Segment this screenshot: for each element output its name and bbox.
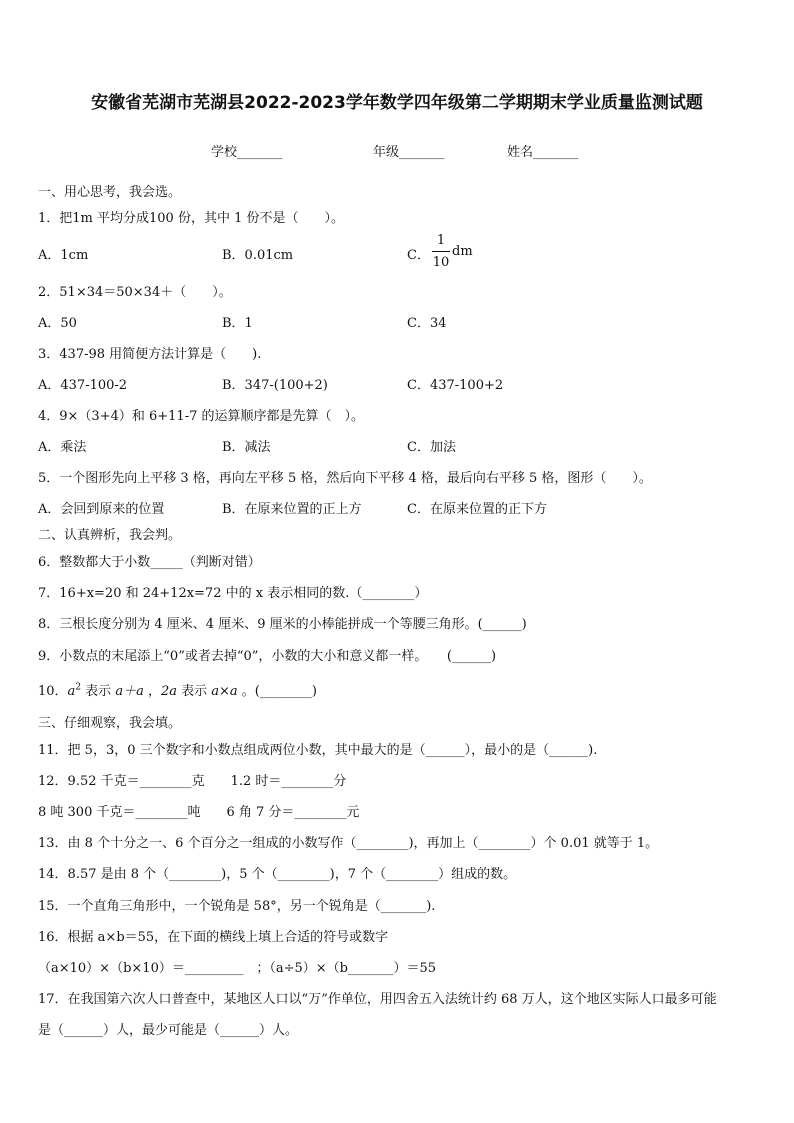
question-12-line-2: 8 吨 300 千克＝________吨 6 角 7 分＝________元 — [38, 805, 360, 820]
question-6: 6．整数都大于小数_____（判断对错） — [38, 555, 261, 570]
page-title: 安徽省芜湖市芜湖县2022-2023学年数学四年级第二学期期末学业质量监测试题 — [91, 93, 703, 113]
q1-option-a: A．1cm — [38, 248, 89, 263]
q2-option-c: C．34 — [407, 316, 447, 331]
question-12-line-1: 12．9.52 千克＝________克 1.2 时＝________分 — [38, 774, 347, 789]
q1-option-c-prefix: C． — [407, 248, 430, 263]
name-field: 姓名_______ — [507, 145, 579, 160]
grade-field: 年级_______ — [373, 145, 445, 160]
section-heading-3: 三、仔细观察，我会填。 — [38, 716, 182, 731]
question-16-line-1: 16．根据 a×b＝55，在下面的横线上填上合适的符号或数字 — [38, 930, 389, 945]
q1-fraction-bar — [432, 251, 450, 252]
q1-option-c-unit: dm — [452, 244, 473, 259]
q10-prefix: 10． — [38, 684, 68, 699]
q3-option-c: C．437-100+2 — [407, 378, 504, 393]
question-3: 3．437-98 用简便方法计算是（ ). — [38, 347, 262, 362]
q10-exponent: 2 — [75, 682, 82, 693]
q10-base: a — [67, 684, 76, 699]
q10-expr2: a×a — [211, 684, 238, 699]
q3-option-a: A．437-100-2 — [38, 378, 128, 393]
q2-option-b: B．1 — [222, 316, 253, 331]
q4-option-c: C．加法 — [407, 440, 456, 455]
question-17-line-2: 是（______）人，最少可能是（______）人。 — [38, 1023, 299, 1038]
question-8: 8．三根长度分别为 4 厘米、4 厘米、9 厘米的小棒能拼成一个等腰三角形。(______) — [38, 617, 527, 632]
question-4: 4．9×（3+4）和 6+11-7 的运算顺序都是先算（ ）。 — [38, 409, 365, 424]
question-15: 15．一个直角三角形中，一个锐角是 58°，另一个锐角是（_______). — [38, 899, 436, 914]
q5-option-b: B．在原来位置的正上方 — [222, 502, 362, 517]
school-field: 学校_______ — [211, 145, 283, 160]
question-1: 1．把1m 平均分成100 份，其中 1 份不是（ ）。 — [38, 211, 344, 226]
question-7: 7．16+x=20 和 24+12x=72 中的 x 表示相同的数.（________） — [38, 586, 428, 601]
question-16-line-2: （a×10）×（b×10）＝_________ ；（a÷5）×（b_______）＝55 — [38, 961, 437, 976]
q10-expr1: a＋a — [115, 684, 144, 699]
q10-mid1: 表示 — [81, 684, 116, 699]
q1-option-b: B．0.01cm — [222, 248, 294, 263]
q5-option-c: C．在原来位置的正下方 — [407, 502, 547, 517]
q5-option-a: A．会回到原来的位置 — [38, 502, 165, 517]
question-5: 5．一个图形先向上平移 3 格，再向左平移 5 格，然后向下平移 4 格，最后向右平移 5 格，图形（ ）。 — [38, 471, 652, 486]
question-14: 14．8.57 是由 8 个（________)，5 个（________)，7 个（________）组成的数。 — [38, 867, 517, 882]
q10-term2: 2a — [160, 684, 177, 699]
q1-fraction-denominator: 10 — [432, 255, 450, 270]
q10-suffix: 。(________) — [237, 684, 317, 699]
question-2: 2．51×34＝50×34＋（ ）。 — [38, 285, 232, 300]
question-13: 13．由 8 个十分之一、6 个百分之一组成的小数写作（________)，再加上（________）个 0.01 就等于 1。 — [38, 836, 659, 851]
q3-option-b: B．347-(100+2) — [222, 378, 328, 393]
section-heading-1: 一、用心思考，我会选。 — [38, 185, 182, 200]
question-10 — [38, 680, 317, 699]
q4-option-a: A．乘法 — [38, 440, 87, 455]
section-heading-2: 二、认真辨析，我会判。 — [38, 528, 182, 543]
q4-option-b: B．减法 — [222, 440, 271, 455]
question-9: 9．小数点的末尾添上“0”或者去掉“0”，小数的大小和意义都一样。 (______) — [38, 649, 497, 664]
question-17-line-1: 17．在我国第六次人口普查中，某地区人口以“万”作单位，用四舍五入法统计约 68 万人，这个地区实际人口最多可能 — [38, 992, 717, 1007]
q10-mid2: 表示 — [177, 684, 212, 699]
question-11: 11．把 5，3，0 三个数字和小数点组成两位小数，其中最大的是（______），最小的是（______). — [38, 743, 598, 758]
q10-sep: ， — [143, 684, 161, 699]
q1-fraction-numerator: 1 — [436, 233, 446, 248]
q2-option-a: A．50 — [38, 316, 77, 331]
